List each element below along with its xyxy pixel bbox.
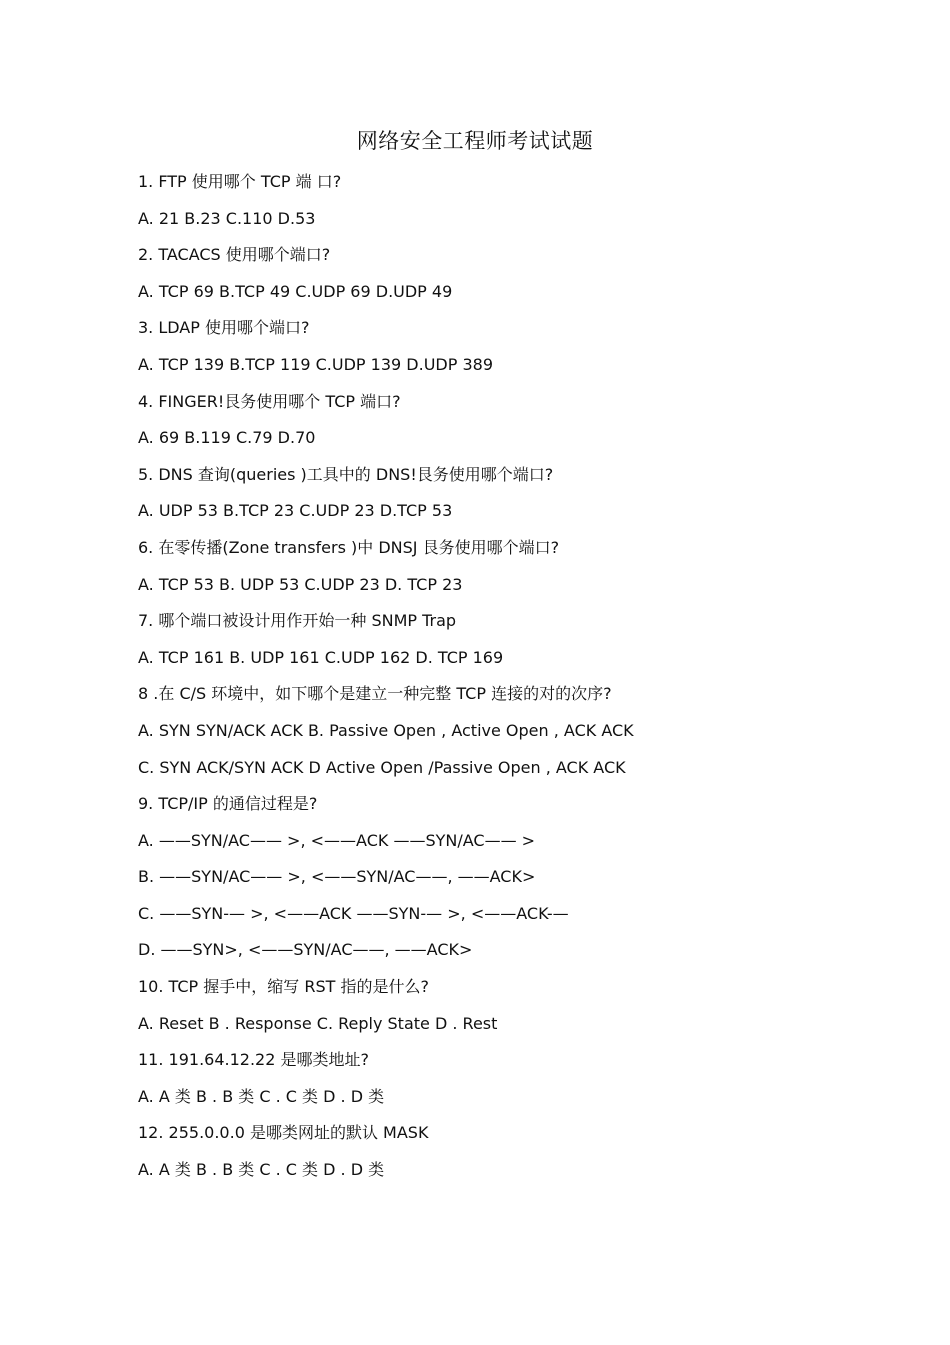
answer-7: A. TCP 161 B. UDP 161 C.UDP 162 D. TCP 169: [138, 647, 504, 667]
answer-9-b: B. ——SYN/AC—— >, <——SYN/AC——, ——ACK>: [138, 867, 536, 887]
question-12: 12. 255.0.0.0 是哪类网址的默认 MASK: [138, 1123, 429, 1143]
answer-9-c: C. ——SYN-— >, <——ACK ——SYN-— >, <——ACK-—: [138, 903, 569, 923]
answer-6: A. TCP 53 B. UDP 53 C.UDP 23 D. TCP 23: [138, 574, 463, 594]
answer-4: A. 69 B.119 C.79 D.70: [138, 428, 316, 448]
question-9: 9. TCP/IP 的通信过程是?: [138, 794, 318, 814]
answer-3: A. TCP 139 B.TCP 119 C.UDP 139 D.UDP 389: [138, 354, 493, 374]
answer-9-d: D. ——SYN>, <——SYN/AC——, ——ACK>: [138, 940, 473, 960]
question-list: [138, 168, 898, 1193]
answer-2: A. TCP 69 B.TCP 49 C.UDP 69 D.UDP 49: [138, 281, 453, 301]
answer-10: A. Reset B . Response C. Reply State D . Rest: [138, 1013, 498, 1033]
question-8: 8 .在 C/S 环境中，如下哪个是建立一种完整 TCP 连接的对的次序?: [138, 684, 612, 704]
question-11: 11. 191.64.12.22 是哪类地址?: [138, 1050, 369, 1070]
answer-9-a: A. ——SYN/AC—— >, <——ACK ——SYN/AC—— >: [138, 830, 536, 850]
question-1: 1. FTP 使用哪个 TCP 端 口?: [138, 172, 342, 191]
answer-5: A. UDP 53 B.TCP 23 C.UDP 23 D.TCP 53: [138, 501, 453, 521]
question-4: 4. FINGER!艮务使用哪个 TCP 端口?: [138, 391, 401, 411]
question-3: 3. LDAP 使用哪个端口?: [138, 318, 310, 338]
question-7: 7. 哪个端口被设计用作开始一种 SNMP Trap: [138, 611, 457, 631]
answer-8-cd: C. SYN ACK/SYN ACK D Active Open /Passive Open , ACK ACK: [138, 757, 626, 777]
question-6: 6. 在零传播(Zone transfers )中 DNSJ 艮务使用哪个端口?: [138, 537, 560, 557]
answer-1: A. 21 B.23 C.110 D.53: [138, 208, 316, 228]
answer-8-ab: A. SYN SYN/ACK ACK B. Passive Open , Active Open , ACK ACK: [138, 720, 634, 740]
question-2: 2. TACACS 使用哪个端口?: [138, 245, 331, 265]
question-10: 10. TCP 握手中，缩写 RST 指的是什么?: [138, 977, 429, 997]
question-5: 5. DNS 查询(queries )工具中的 DNS!艮务使用哪个端口?: [138, 464, 554, 484]
document-title: 网络安全工程师考试试题: [356, 129, 594, 153]
answer-12: A. A 类 B . B 类 C . C 类 D . D 类: [138, 1160, 385, 1180]
answer-11: A. A 类 B . B 类 C . C 类 D . D 类: [138, 1086, 385, 1106]
